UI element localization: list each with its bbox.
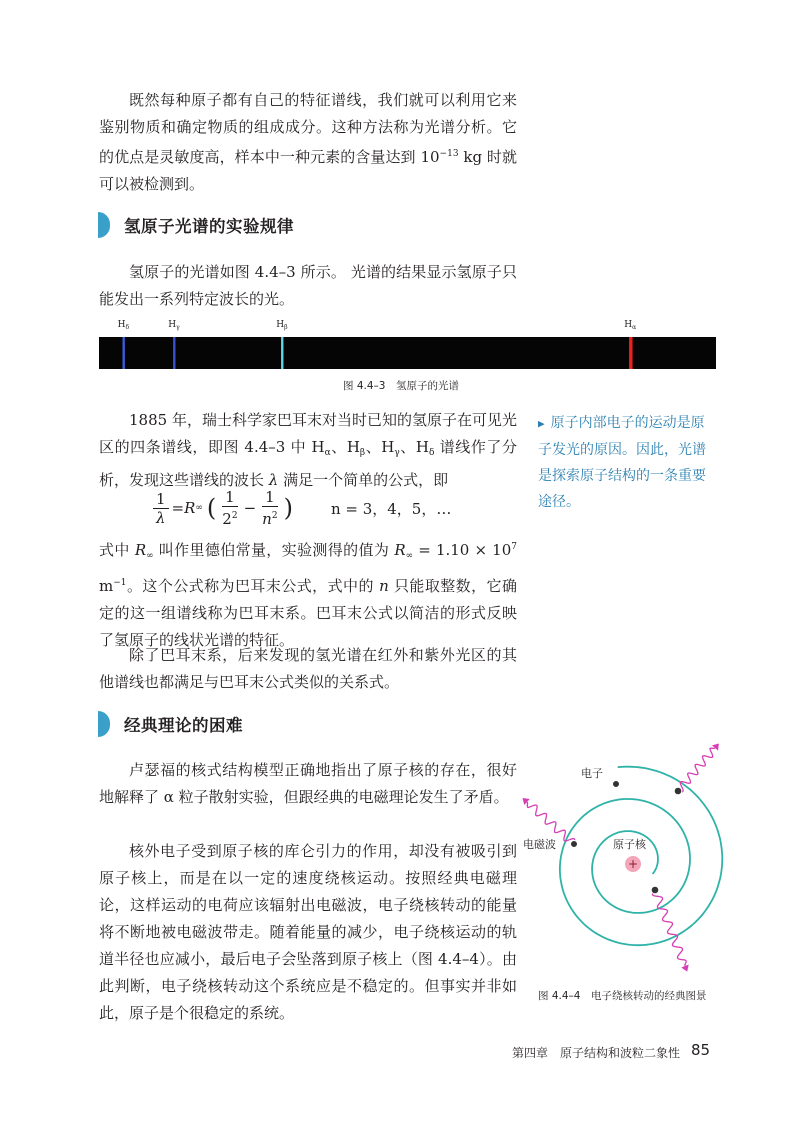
orbit-figure-caption: 图 4.4–4 电子绕核转动的经典图景 (538, 990, 707, 1002)
section-title: 氢原子光谱的实验规律 (124, 217, 294, 236)
spectral-line (629, 337, 633, 369)
nucleus-plus-sign: + (627, 857, 639, 871)
formula-condition: n = 3，4，5，… (330, 499, 452, 518)
spectral-line-label: $H_\beta$ (276, 320, 288, 331)
section-title: 经典理论的困难 (124, 716, 243, 735)
spectral-line (173, 337, 175, 369)
section-heading-classical-difficulty (98, 711, 243, 737)
rydberg-paragraph: 式中 $R_\infty$ 叫作里德伯常量，实验测得的值为 $R_\infty = 1.10 \times 10^7$ $m^{-1}$。这个公式称为巴耳末公式，式中的 n 只能取整数，它确定的这一组谱线称为巴耳末系。巴耳末公式以简洁的形式反映了氢原子的线状光谱的特征。 (99, 541, 517, 649)
spectrum-caption: 图 4.4–3 氢原子的光谱 (343, 380, 459, 392)
hydrogen-spectrum-figure (99, 337, 716, 369)
label-nucleus: 原子核 (613, 838, 646, 851)
triangle-bullet-icon: ▶ (538, 417, 545, 430)
electron-spiral-orbit (560, 767, 722, 946)
side-note: ▶ 原子内部电子的运动是原子发光的原因。因此，光谱是探索原子结构的一条重要途径。 (538, 415, 706, 510)
balmer-paragraph: 1885 年，瑞士科学家巴耳末对当时已知的氢原子在可见光区的四条谱线，即图 4.4–3 中 $H_\alpha$、$H_\beta$、$H_\gamma$、$H_\delta$ 谱线作了分析，发现这些谱线的波长 λ 满足一个简单的公式，即 (99, 411, 517, 489)
electron-dot (674, 787, 682, 795)
balmer-formula: $\frac{1}{\lambda}$ = R ∞ ( $\frac{1}{2^2}$ − $\frac{1}{n^2}$ ) n = 3，4，5，… (150, 488, 451, 528)
page-number: 85 (691, 1041, 711, 1059)
wave-arrowhead-icon (523, 798, 530, 805)
heading-marker-icon (98, 711, 110, 737)
spectrum-background (99, 337, 716, 369)
label-electron: 电子 (581, 767, 603, 780)
orbit-paragraph: 核外电子受到原子核的库仑引力的作用，却没有被吸引到原子核上，而是在以一定的速度绕核运动。按照经典电磁理论，这样运动的电荷应该辐射出电磁波，电子绕核转动的能量将不断地被电磁波带走。随着能量的减少，电子绕核运动的轨道半径也应减小，最后电子会坠落到原子核上（图 4.4–4）。由此判断，电子绕核转动这个系统应是不稳定的。但事实并非如此，原子是个很稳定的系统。 (99, 842, 517, 1022)
electron-dot (651, 886, 659, 894)
intro-text-end: kg 时就可以被检测到。 (99, 148, 518, 193)
spectral-line-label: $H_\gamma$ (168, 320, 180, 331)
electron-orbit-figure (515, 740, 735, 980)
chapter-footer: 第四章 原子结构和波粒二象性 (512, 1046, 681, 1060)
intro-text: 既然每种原子都有自己的特征谱线，我们就可以利用它来鉴别物质和确定物质的组成成分。这种方法称为光谱分析。它的优点是灵敏度高，样本中一种元素的含量达到 10 (99, 91, 517, 166)
wave-arrowhead-icon (712, 744, 719, 751)
intro-paragraph (99, 87, 517, 198)
intro-exponent: −13 (439, 149, 459, 159)
electron-dot (613, 781, 620, 788)
label-em-wave: 电磁波 (523, 838, 556, 851)
electron-dot (571, 841, 578, 848)
section-heading-hydrogen-spectrum (98, 212, 294, 238)
heading-marker-icon (98, 212, 110, 238)
other-series-paragraph: 除了巴耳末系，后来发现的氢光谱在红外和紫外光区的其他谱线也都满足与巴耳末公式类似的关系式。 (99, 646, 517, 691)
spectrum-intro-paragraph: 氢原子的光谱如图 4.4–3 所示。 光谱的结果显示氢原子只能发出一系列特定波长的光。 (99, 263, 517, 308)
spectral-line-label: $H_\alpha$ (624, 320, 637, 331)
spectral-line (122, 337, 124, 369)
spectral-line (281, 337, 283, 369)
spectral-line-label: $H_\delta$ (117, 320, 130, 331)
formula-lhs: $\frac{1}{\lambda}$ (153, 490, 169, 527)
rutherford-paragraph: 卢瑟福的核式结构模型正确地指出了原子核的存在，很好地解释了 α 粒子散射实验，但跟经典的电磁理论发生了矛盾。 (99, 761, 517, 806)
